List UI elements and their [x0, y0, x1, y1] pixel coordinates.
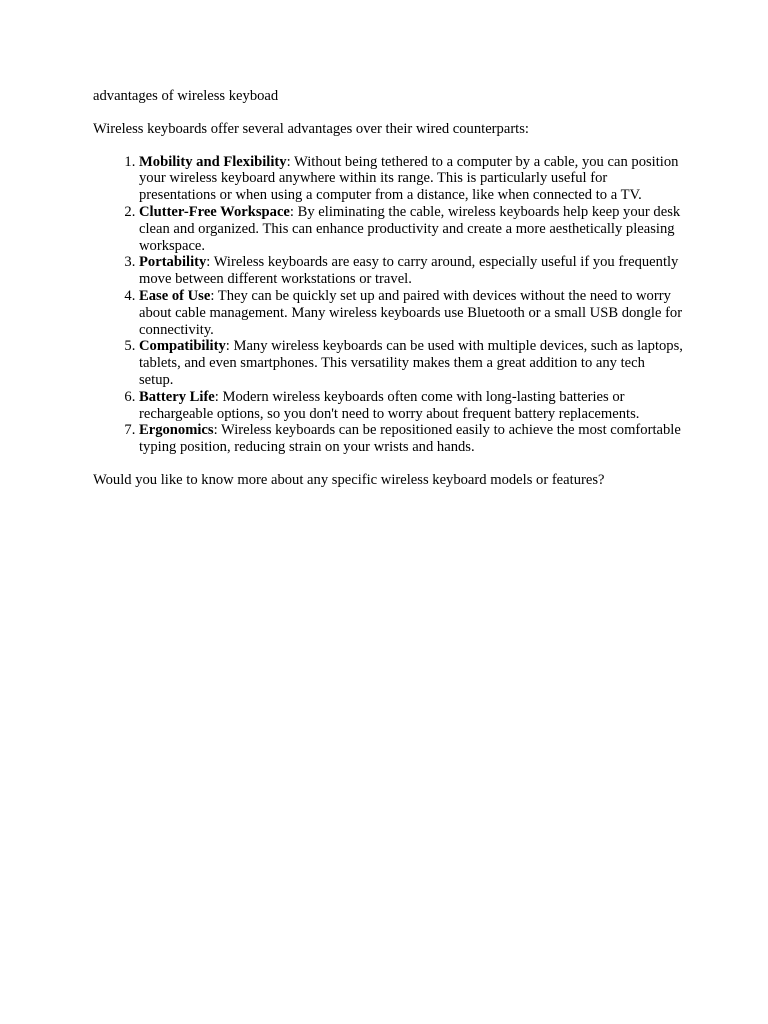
item-text: : Wireless keyboards are easy to carry around, especially useful if you frequently move between different workstations or travel.: [139, 254, 679, 288]
advantages-list: [93, 154, 683, 456]
closing-paragraph: Would you like to know more about any specific wireless keyboard models or features?: [93, 471, 605, 488]
list-item: [139, 204, 683, 254]
item-term: Ergonomics: [139, 422, 214, 439]
list-item: [139, 154, 683, 204]
list-item: [139, 389, 683, 423]
item-term: Battery Life: [139, 388, 215, 405]
list-item: [139, 254, 683, 288]
list-item: [139, 338, 683, 388]
document-title: advantages of wireless keyboad: [93, 88, 279, 104]
item-term: Portability: [139, 254, 207, 271]
item-term: Compatibility: [139, 338, 226, 355]
item-term: Clutter-Free Workspace: [139, 203, 290, 220]
item-text: : Without being tethered to a computer by a cable, you can position your wireless keyboard anywhere within its range. This is particularly useful for presentations or when using a computer from a distance, like when connected to a TV.: [139, 153, 679, 204]
item-text: : They can be quickly set up and paired with devices without the need to worry about cable management. Many wireless keyboards use Bluetooth or a small USB dongle for connectivity.: [139, 287, 683, 338]
list-item: [139, 288, 683, 338]
document-page: [93, 88, 683, 489]
item-text: : Modern wireless keyboards often come with long-lasting batteries or rechargeable options, so you don't need to worry about frequent battery replacements.: [139, 388, 640, 422]
intro-paragraph: Wireless keyboards offer several advantages over their wired counterparts:: [93, 120, 529, 137]
item-term: Ease of Use: [139, 287, 211, 304]
item-text: : Many wireless keyboards can be used with multiple devices, such as laptops, tablets, and even smartphones. This versatility makes them a great addition to any tech setup.: [139, 338, 683, 388]
item-text: : Wireless keyboards can be repositioned easily to achieve the most comfortable typing position, reducing strain on your wrists and hands.: [139, 422, 681, 456]
item-text: : By eliminating the cable, wireless keyboards help keep your desk clean and organized. This can enhance productivity and create a more aesthetically pleasing workspace.: [139, 203, 681, 254]
item-term: Mobility and Flexibility: [139, 153, 287, 170]
list-item: [139, 422, 683, 456]
